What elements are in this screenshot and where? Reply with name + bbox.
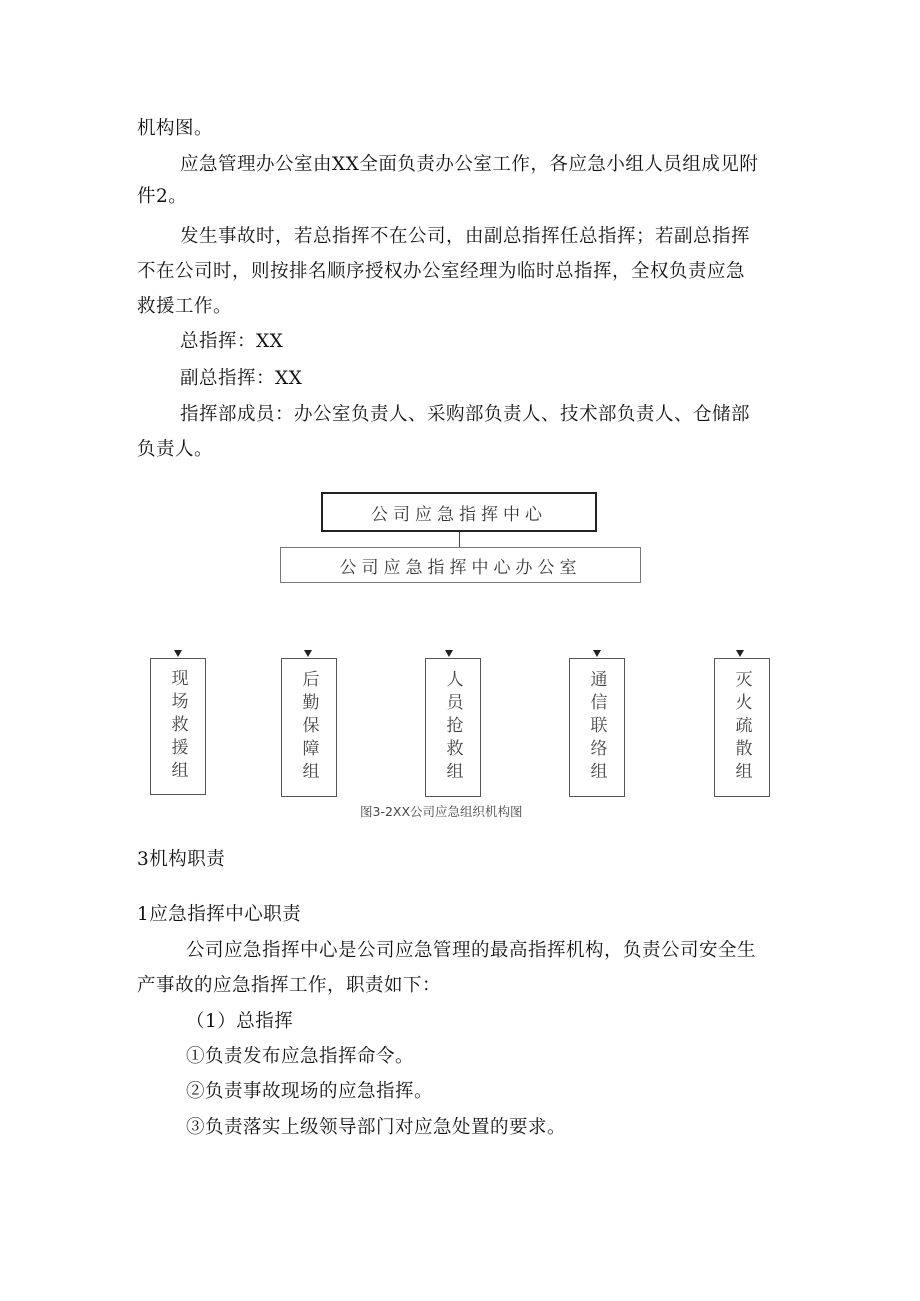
arrow-down-icon (174, 650, 182, 657)
paragraph-line: 机构图。 (137, 118, 214, 139)
list-item: ③负责落实上级领导部门对应急处置的要求。 (186, 1117, 567, 1138)
item-title: （1）总指挥 (186, 1011, 294, 1032)
paragraph-line: 应急管理办公室由XX全面负责办公室工作，各应急小组人员组成见附 (180, 154, 759, 175)
connector-line (459, 532, 460, 547)
arrow-down-icon (593, 650, 601, 657)
paragraph-line: 产事故的应急指挥工作，职责如下： (137, 975, 442, 996)
arrow-down-icon (736, 650, 744, 657)
group-label: 后勤保障组 (298, 670, 319, 785)
group-box-fire-evacuation (714, 658, 770, 797)
group-box-first-aid (425, 658, 481, 797)
list-item: ①负责发布应急指挥命令。 (186, 1046, 415, 1067)
list-item: ②负责事故现场的应急指挥。 (186, 1081, 434, 1102)
sub-heading: 1应急指挥中心职责 (137, 904, 302, 925)
group-label: 通信联络组 (586, 670, 607, 785)
group-box-rescue (150, 658, 206, 795)
arrow-down-icon (304, 650, 312, 657)
paragraph-line: 副总指挥：XX (180, 368, 303, 389)
org-office-box (280, 547, 641, 583)
paragraph-line: 指挥部成员：办公室负责人、采购部负责人、技术部负责人、仓储部 (180, 404, 751, 425)
paragraph-line: 负责人。 (137, 439, 214, 460)
paragraph-line: 不在公司时，则按排名顺序授权办公室经理为临时总指挥，全权负责应急 (137, 261, 746, 282)
paragraph-line: 发生事故时，若总指挥不在公司，由副总指挥任总指挥；若副总指挥 (180, 226, 751, 247)
section-heading: 3机构职责 (137, 849, 226, 870)
paragraph-line: 救援工作。 (137, 296, 233, 317)
group-label: 人员抢救组 (442, 670, 463, 785)
org-top-label: 公司应急指挥中心 (371, 504, 547, 525)
group-box-logistics (281, 658, 337, 797)
paragraph-line: 总指挥：XX (180, 331, 284, 352)
org-top-box (321, 492, 597, 532)
paragraph-line: 公司应急指挥中心是公司应急管理的最高指挥机构，负责公司安全生 (186, 940, 757, 961)
paragraph-line: 件2。 (137, 186, 188, 207)
group-box-communication (569, 658, 625, 797)
figure-caption: 图3-2XX公司应急组织机构图 (360, 804, 523, 819)
arrow-down-icon (445, 650, 453, 657)
group-label: 现场救援组 (167, 669, 188, 784)
org-office-label: 公司应急指挥中心办公室 (339, 557, 582, 578)
group-label: 灭火疏散组 (731, 670, 752, 785)
org-chart (0, 480, 920, 830)
